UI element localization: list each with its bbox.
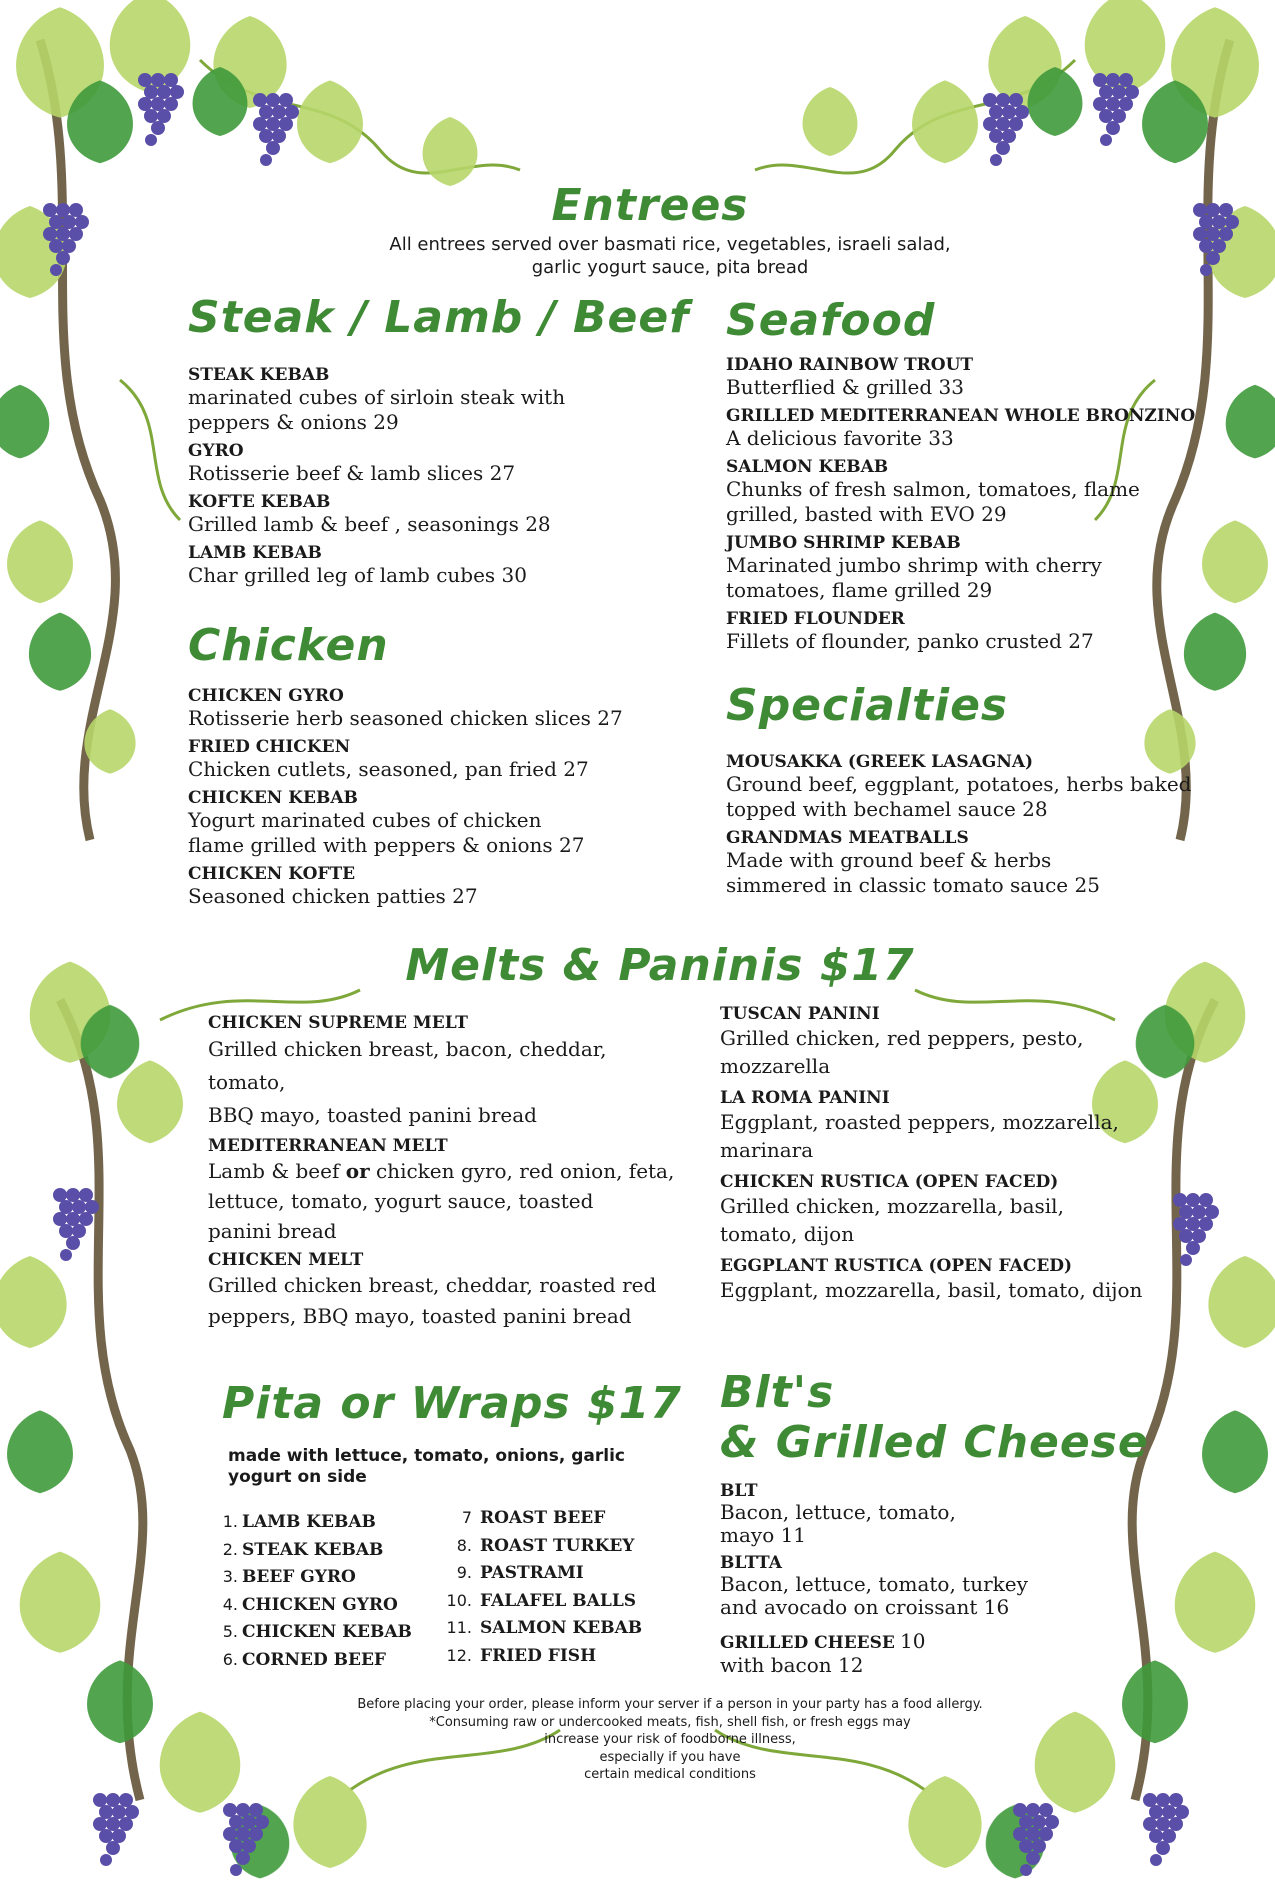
item-description: Grilled chicken, red peppers, pesto, bbox=[720, 1026, 1084, 1050]
item-description: mozzarella bbox=[720, 1054, 831, 1078]
item-description: panini bread bbox=[208, 1219, 337, 1243]
item-name: FRIED CHICKEN bbox=[188, 737, 351, 757]
item-description: tomatoes, flame grilled 29 bbox=[726, 578, 993, 602]
item-name: GYRO bbox=[188, 441, 244, 461]
item-description: Bacon, lettuce, tomato, bbox=[720, 1500, 956, 1524]
item-description: Butterflied & grilled 33 bbox=[726, 375, 964, 399]
menu-item bbox=[726, 457, 1196, 527]
list-item bbox=[446, 1618, 642, 1646]
list-item bbox=[446, 1508, 642, 1536]
item-description: A delicious favorite 33 bbox=[726, 426, 954, 450]
item-description: Eggplant, roasted peppers, mozzarella, bbox=[720, 1110, 1119, 1134]
pita-list-col2 bbox=[446, 1508, 642, 1673]
item-name: FALAFEL BALLS bbox=[480, 1590, 637, 1611]
item-name: CHICKEN SUPREME MELT bbox=[208, 1013, 468, 1033]
list-item bbox=[220, 1540, 412, 1568]
item-name: CHICKEN GYRO bbox=[242, 1594, 398, 1615]
item-description: and avocado on croissant 16 bbox=[720, 1595, 1010, 1619]
list-item bbox=[446, 1646, 642, 1674]
item-number: 2. bbox=[222, 1539, 238, 1559]
melts-right-column bbox=[720, 1004, 1180, 1304]
item-description: Chicken cutlets, seasoned, pan fried 27 bbox=[188, 757, 589, 781]
item-name: CHICKEN GYRO bbox=[188, 686, 344, 706]
item-description: Grilled lamb & beef , seasonings 28 bbox=[188, 512, 551, 536]
menu-item bbox=[720, 1172, 1180, 1248]
item-description: BBQ mayo, toasted panini bread bbox=[208, 1103, 537, 1127]
menu-item bbox=[188, 492, 708, 537]
item-name: GRILLED MEDITERRANEAN WHOLE BRONZINO bbox=[726, 406, 1196, 426]
item-description: flame grilled with peppers & onions 27 bbox=[188, 833, 585, 857]
item-description: Seasoned chicken patties 27 bbox=[188, 884, 478, 908]
item-name: BLTTA bbox=[720, 1553, 782, 1573]
list-item bbox=[220, 1567, 412, 1595]
list-item bbox=[446, 1563, 642, 1591]
item-description: Rotisserie beef & lamb slices 27 bbox=[188, 461, 516, 485]
item-name: CHICKEN RUSTICA (OPEN FACED) bbox=[720, 1172, 1059, 1192]
item-description: Rotisserie herb seasoned chicken slices 27 bbox=[188, 706, 623, 730]
item-name: CORNED BEEF bbox=[242, 1649, 386, 1670]
item-number: 12. bbox=[446, 1645, 472, 1665]
item-number: 1. bbox=[222, 1512, 238, 1531]
item-number: 6. bbox=[222, 1649, 238, 1669]
menu-item bbox=[726, 533, 1196, 603]
item-number: 11. bbox=[446, 1618, 472, 1637]
list-item bbox=[220, 1650, 412, 1678]
list-item bbox=[220, 1622, 412, 1650]
item-name: LAMB KEBAB bbox=[242, 1512, 376, 1532]
menu-item bbox=[188, 543, 708, 588]
item-description: Grilled chicken breast, bacon, cheddar, tomato, bbox=[208, 1037, 607, 1094]
specialties-title: Specialties bbox=[726, 680, 1009, 731]
item-name: FRIED FLOUNDER bbox=[726, 609, 905, 629]
menu-item bbox=[726, 752, 1196, 822]
item-name: MEDITERRANEAN MELT bbox=[208, 1136, 448, 1156]
disclaimer-line: Before placing your order, please inform your server if a person in your party has a food allergy. bbox=[357, 1697, 983, 1712]
item-name: ROAST TURKEY bbox=[480, 1535, 635, 1556]
item-name: BEEF GYRO bbox=[242, 1567, 356, 1587]
item-name: LA ROMA PANINI bbox=[720, 1088, 890, 1108]
chicken-section bbox=[188, 686, 708, 915]
item-name: EGGPLANT RUSTICA (OPEN FACED) bbox=[720, 1256, 1073, 1276]
disclaimer-line: *Consuming raw or undercooked meats, fish, shell fish, or fresh eggs may bbox=[429, 1714, 911, 1730]
item-number: 8. bbox=[456, 1535, 472, 1555]
item-description: Yogurt marinated cubes of chicken bbox=[188, 808, 542, 832]
item-description: Made with ground beef & herbs bbox=[726, 848, 1052, 872]
item-number: 9. bbox=[456, 1563, 472, 1582]
menu-item bbox=[726, 609, 1196, 654]
item-description: Eggplant, mozzarella, basil, tomato, dijon bbox=[720, 1278, 1143, 1302]
menu-item bbox=[188, 365, 708, 435]
blt-title-line1: Blt's bbox=[720, 1367, 835, 1418]
item-name: SALMON KEBAB bbox=[726, 457, 889, 477]
item-name: BLT bbox=[720, 1481, 758, 1501]
item-name: STEAK KEBAB bbox=[188, 365, 330, 385]
item-name: CHICKEN KOFTE bbox=[188, 864, 356, 884]
pita-note bbox=[228, 1446, 625, 1488]
item-description: Chunks of fresh salmon, tomatoes, flame bbox=[726, 477, 1140, 501]
entrees-subtitle bbox=[0, 233, 1275, 279]
item-description: peppers, BBQ mayo, toasted panini bread bbox=[208, 1304, 632, 1328]
item-name: JUMBO SHRIMP KEBAB bbox=[726, 533, 961, 553]
menu-item bbox=[188, 737, 708, 782]
pita-list-col1 bbox=[220, 1512, 412, 1677]
item-name: PASTRAMI bbox=[480, 1563, 584, 1583]
melts-left-column bbox=[208, 1013, 678, 1332]
item-name: SALMON KEBAB bbox=[480, 1618, 643, 1638]
item-description: Grilled chicken, mozzarella, basil, bbox=[720, 1194, 1064, 1218]
menu-item bbox=[726, 355, 1196, 400]
pita-note-line1: made with lettuce, tomato, onions, garlic bbox=[228, 1446, 625, 1466]
disclaimer-line: especially if you have bbox=[599, 1749, 741, 1765]
item-description: marinated cubes of sirloin steak with bbox=[188, 385, 566, 409]
menu-item bbox=[726, 828, 1196, 898]
item-description bbox=[208, 1156, 678, 1186]
item-description: Bacon, lettuce, tomato, turkey bbox=[720, 1572, 1028, 1596]
item-description: simmered in classic tomato sauce 25 bbox=[726, 873, 1100, 897]
item-description: Grilled chicken breast, cheddar, roasted red bbox=[208, 1273, 657, 1297]
item-description: Fillets of flounder, panko crusted 27 bbox=[726, 629, 1094, 653]
desc-part: Lamb & beef bbox=[208, 1159, 346, 1183]
item-description: marinara bbox=[720, 1138, 814, 1162]
menu-item bbox=[208, 1013, 678, 1132]
entrees-subtitle-line1: All entrees served over basmati rice, vegetables, israeli salad, bbox=[389, 234, 951, 255]
seafood-section bbox=[726, 355, 1196, 660]
item-description: Ground beef, eggplant, potatoes, herbs baked bbox=[726, 772, 1192, 796]
steak-lamb-beef-title: Steak / Lamb / Beef bbox=[188, 292, 690, 343]
menu-item bbox=[726, 406, 1196, 451]
menu-item bbox=[208, 1136, 678, 1246]
menu-item bbox=[188, 788, 708, 858]
menu-item bbox=[720, 1004, 1180, 1080]
item-description: mayo 11 bbox=[720, 1523, 807, 1547]
item-number: 7 bbox=[461, 1508, 472, 1527]
entrees-subtitle-line2: garlic yogurt sauce, pita bread bbox=[531, 257, 809, 278]
item-description: Marinated jumbo shrimp with cherry bbox=[726, 553, 1102, 577]
item-name: MOUSAKKA (GREEK LASAGNA) bbox=[726, 752, 1034, 772]
entrees-title: Entrees bbox=[551, 180, 749, 231]
item-name: CHICKEN KEBAB bbox=[242, 1622, 412, 1642]
pita-note-line2: yogurt on side bbox=[228, 1467, 367, 1487]
item-name: KOFTE KEBAB bbox=[188, 492, 331, 512]
item-price: 10 bbox=[899, 1629, 926, 1653]
item-name: GRILLED CHEESE bbox=[720, 1633, 895, 1653]
steak-section bbox=[188, 365, 708, 594]
item-description: grilled, basted with EVO 29 bbox=[726, 502, 1007, 526]
item-description: tomato, dijon bbox=[720, 1222, 855, 1246]
list-item bbox=[446, 1536, 642, 1564]
allergy-disclaimer bbox=[0, 1696, 1275, 1784]
list-item bbox=[446, 1591, 642, 1619]
item-name: CHICKEN KEBAB bbox=[188, 788, 358, 808]
menu-item bbox=[720, 1088, 1180, 1164]
blt-section bbox=[720, 1481, 1160, 1677]
item-number: 4. bbox=[222, 1594, 238, 1614]
seafood-title: Seafood bbox=[726, 295, 936, 346]
blt-title-line2: & Grilled Cheese bbox=[720, 1417, 1149, 1468]
item-name: IDAHO RAINBOW TROUT bbox=[726, 355, 974, 375]
item-name: ROAST BEEF bbox=[480, 1508, 606, 1528]
disclaimer-line: certain medical conditions bbox=[584, 1767, 756, 1782]
item-name: STEAK KEBAB bbox=[242, 1539, 384, 1560]
menu-item bbox=[188, 864, 708, 909]
specialties-section bbox=[726, 752, 1196, 904]
item-description: lettuce, tomato, yogurt sauce, toasted bbox=[208, 1189, 594, 1213]
chicken-title: Chicken bbox=[188, 620, 389, 671]
melts-paninis-title: Melts & Paninis $17 bbox=[405, 940, 915, 991]
menu-item bbox=[188, 441, 708, 486]
item-name: CHICKEN MELT bbox=[208, 1250, 364, 1270]
menu-item bbox=[720, 1256, 1180, 1304]
grilled-cheese-row bbox=[720, 1629, 1160, 1654]
item-description: with bacon 12 bbox=[720, 1653, 864, 1677]
menu-item bbox=[720, 1629, 1160, 1677]
desc-bold-or: or bbox=[345, 1159, 370, 1183]
list-item bbox=[220, 1595, 412, 1623]
pita-wraps-title: Pita or Wraps $17 bbox=[222, 1378, 682, 1429]
menu-item bbox=[188, 686, 708, 731]
desc-part: chicken gyro, red onion, feta, bbox=[369, 1159, 675, 1183]
menu-item bbox=[208, 1250, 678, 1332]
item-number: 3. bbox=[222, 1567, 238, 1586]
item-name: TUSCAN PANINI bbox=[720, 1004, 880, 1024]
item-number: 5. bbox=[222, 1622, 238, 1641]
item-number: 10. bbox=[446, 1590, 472, 1610]
blt-grilled-cheese-title bbox=[720, 1368, 1149, 1468]
menu-item bbox=[720, 1481, 1160, 1547]
item-description: Char grilled leg of lamb cubes 30 bbox=[188, 563, 528, 587]
list-item bbox=[220, 1512, 412, 1540]
item-name: LAMB KEBAB bbox=[188, 543, 322, 563]
item-name: FRIED FISH bbox=[480, 1645, 597, 1666]
item-description: topped with bechamel sauce 28 bbox=[726, 797, 1048, 821]
item-name: GRANDMAS MEATBALLS bbox=[726, 828, 969, 848]
menu-item bbox=[720, 1553, 1160, 1619]
item-description: peppers & onions 29 bbox=[188, 410, 399, 434]
disclaimer-line: increase your risk of foodborne illness, bbox=[544, 1732, 796, 1747]
